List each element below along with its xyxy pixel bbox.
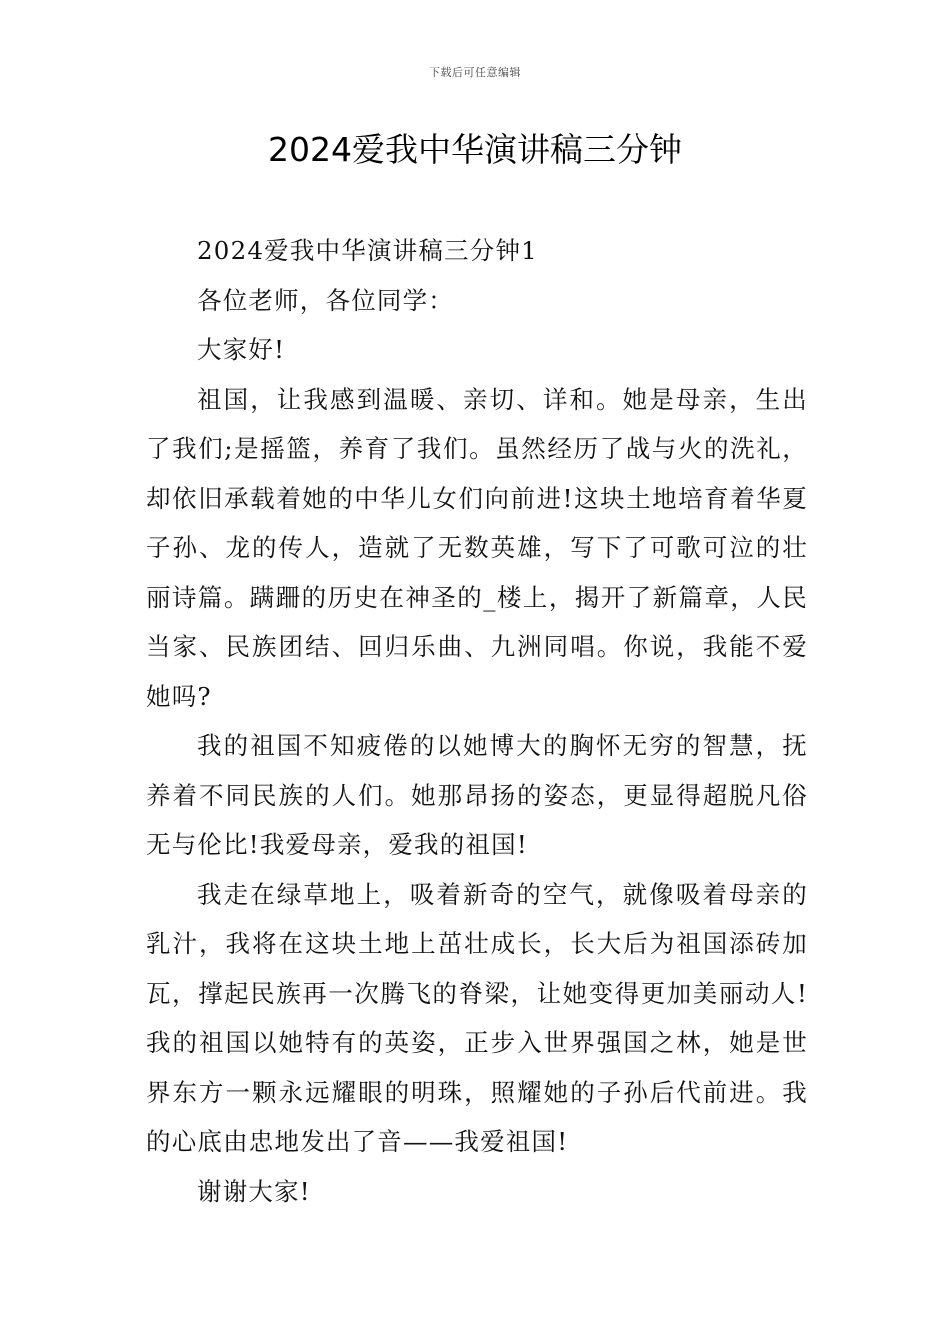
salutation-paragraph: 各位老师，各位同学： bbox=[197, 285, 454, 315]
body-paragraph: 祖国，让我感到温暖、亲切、详和。她是母亲，生出了我们;是摇篮，养育了我们。虽然经历了战与火的洗礼，却依旧承载着她的中华儿女们向前进!这块土地培育着华夏子孙、龙的传人，造就了无数英雄，写下了可歌可泣的壮丽诗篇。蹒跚的历史在神圣的_楼上，揭开了新篇章，人民当家、民族团结、回归乐曲、九洲同唱。你说，我能不爱她吗? bbox=[146, 384, 808, 711]
greeting-paragraph: 大家好! bbox=[197, 335, 286, 364]
document-body bbox=[146, 226, 808, 1216]
document-title: 2024爱我中华演讲稿三分钟 bbox=[268, 130, 682, 169]
closing-paragraph: 谢谢大家! bbox=[197, 1176, 311, 1206]
subtitle-paragraph: 2024爱我中华演讲稿三分钟1 bbox=[197, 236, 538, 265]
body-paragraph: 我走在绿草地上，吸着新奇的空气，就像吸着母亲的乳汁，我将在这块土地上茁壮成长，长大后为祖国添砖加瓦，撑起民族再一次腾飞的脊梁，让她变得更加美丽动人!我的祖国以她特有的英姿，正步入世界强国之林，她是世界东方一颗永远耀眼的明珠，照耀她的子孙后代前进。我的心底由忠地发出了音——我爱祖国! bbox=[146, 879, 808, 1156]
body-paragraph: 我的祖国不知疲倦的以她博大的胸怀无穷的智慧，抚养着不同民族的人们。她那昂扬的姿态，更显得超脱凡俗无与伦比!我爱母亲，爱我的祖国! bbox=[146, 731, 808, 859]
page-header-note: 下载后可任意编辑 bbox=[429, 66, 521, 79]
